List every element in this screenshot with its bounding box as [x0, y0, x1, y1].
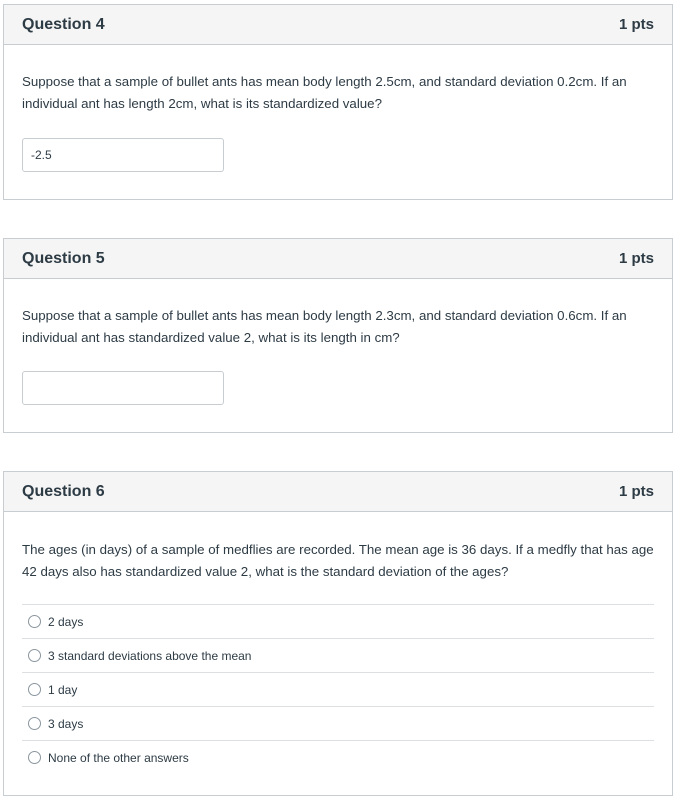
question-title: Question 6: [22, 482, 105, 500]
question-text: Suppose that a sample of bullet ants has mean body length 2.5cm, and standard deviation 0.2cm. If an individual ant has length 2cm, what is its standardized value?: [22, 74, 627, 111]
question-5: [3, 238, 673, 433]
answer-option[interactable]: [22, 638, 654, 672]
radio-button[interactable]: [28, 717, 41, 730]
answer-input[interactable]: [22, 138, 224, 172]
option-label: 3 days: [48, 716, 84, 731]
answer-option[interactable]: [22, 672, 654, 706]
answer-option[interactable]: [22, 604, 654, 638]
question-title: Question 4: [22, 15, 105, 33]
answer-option[interactable]: [22, 706, 654, 740]
question-header: [4, 472, 672, 512]
question-6: [3, 471, 673, 796]
radio-button[interactable]: [28, 615, 41, 628]
question-text: Suppose that a sample of bullet ants has mean body length 2.3cm, and standard deviation 0.6cm. If an individual ant has standardized value 2, what is its length in cm?: [22, 308, 627, 345]
radio-button[interactable]: [28, 683, 41, 696]
question-4: [3, 4, 673, 200]
question-title: Question 5: [22, 249, 105, 267]
question-text: The ages (in days) of a sample of medflies are recorded. The mean age is 36 days. If a medfly that has age 42 days also has standardized value 2, what is the standard deviation of the ages?: [22, 542, 654, 579]
question-points: 1 pts: [618, 16, 654, 33]
radio-button[interactable]: [28, 649, 41, 662]
answer-options: [22, 604, 654, 774]
question-points: 1 pts: [618, 483, 654, 500]
question-header: [4, 5, 672, 45]
option-label: 2 days: [48, 614, 84, 629]
option-label: 3 standard deviations above the mean: [48, 648, 252, 663]
answer-input[interactable]: [22, 371, 224, 405]
option-label: 1 day: [48, 682, 78, 697]
question-header: [4, 239, 672, 279]
answer-option[interactable]: [22, 740, 654, 774]
option-label: None of the other answers: [48, 750, 189, 765]
question-points: 1 pts: [618, 250, 654, 267]
radio-button[interactable]: [28, 751, 41, 764]
